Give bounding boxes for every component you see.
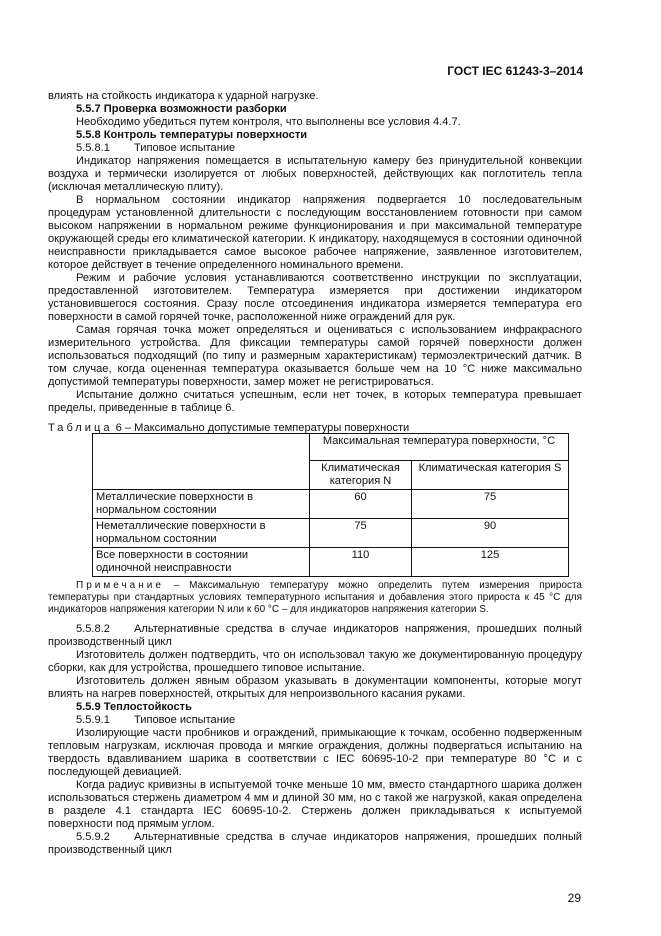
- value-n: 60: [310, 490, 412, 519]
- subsection-title: Альтернативные средства в случае индикаторов напряжения, прошедших полный производственный цикл: [48, 831, 582, 856]
- table-row: [93, 519, 569, 548]
- subsection-number: 5.5.9.2: [76, 831, 110, 843]
- table-header-s: Климатическая категория S: [412, 461, 569, 490]
- paragraph: Испытание должно считаться успешным, если нет точек, в которых температура превышает пределы, приведенные в таблице 6.: [48, 389, 582, 414]
- value-s: 125: [412, 548, 569, 577]
- table-caption-text: 6 – Максимально допустимые температуры поверхности: [115, 422, 410, 434]
- subsection-title: Типовое испытание: [134, 142, 236, 154]
- paragraph: Самая горячая точка может определяться и оцениваться с использованием инфракрасного измерительного устройства. Для фиксации температуры самой горячей поверхности должен использоваться подходящий (по типу и размерным характеристикам) термоэлектрический датчик. В том случае, когда оцененная температура оказывается больше чем на 10 °С ниже максимально допустимой температуры поверхности, замер может не регистрироваться.: [48, 324, 582, 388]
- table-header-n: Климатическая категория N: [310, 461, 412, 490]
- value-s: 75: [412, 490, 569, 519]
- value-n: 110: [310, 548, 412, 577]
- table-note: [48, 580, 582, 616]
- paragraph: Изолирующие части пробников и ограждений, примыкающие к точкам, особенно подверженным тепловым нагрузкам, исключая провода и мягкие ограждения, должны подвергаться испытанию на твердость вдавливанием шарика в соответствии с IEC 60695-10-2 при температуре 80 °С и с последующей девиацией.: [48, 727, 582, 778]
- row-label: Неметаллические поверхности в нормальном состоянии: [93, 519, 310, 548]
- subsection-title: Типовое испытание: [134, 714, 236, 726]
- table-row: [93, 490, 569, 519]
- subsection-heading-5582: [48, 623, 582, 649]
- section-heading-558: 5.5.8 Контроль температуры поверхности: [76, 129, 308, 141]
- paragraph: влиять на стойкость индикатора к ударной нагрузке.: [48, 90, 319, 102]
- value-n: 75: [310, 519, 412, 548]
- subsection-number: 5.5.9.1: [76, 714, 110, 726]
- table-caption-label: Таблица: [48, 422, 113, 434]
- paragraph: Изготовитель должен подтвердить, что он использовал такую же документированную процедуру сборки, как для устройства, прошедшего типовое испытание.: [48, 649, 582, 674]
- subsection-number: 5.5.8.2: [76, 623, 110, 635]
- subsection-title: Альтернативные средства в случае индикаторов напряжения, прошедших полный производственный цикл: [48, 623, 582, 648]
- paragraph: Необходимо убедиться путем контроля, что выполнены все условия 4.4.7.: [76, 116, 461, 128]
- row-label: Все поверхности в состоянии одиночной неисправности: [93, 548, 310, 577]
- text-section-top: [48, 90, 582, 415]
- paragraph: Индикатор напряжения помещается в испытательную камеру без принудительной конвекции воздуха и термически изолируется от любых поверхностей, действующих как поглотитель тепла (исключая металлическую плиту).: [48, 155, 582, 193]
- paragraph: В нормальном состоянии индикатор напряжения подвергается 10 последовательным процедурам установленной длительности с последующим восстановлением готовности при самом высоком напряжении в нормальном режиме функционирования и при максимальной температуре окружающей среды его климатической категории. К индикатору, находящемуся в состоянии одиночной неисправности прикладывается самое высокое рабочее напряжение, заявленное изготовителем, которое действует в течение определенного номинального времени.: [48, 194, 582, 271]
- section-heading-557: 5.5.7 Проверка возможности разборки: [76, 103, 287, 115]
- page-number: 29: [567, 891, 581, 905]
- table-row: [93, 548, 569, 577]
- note-text: – Максимальную температуру можно определить путем измерения прироста температуры при стандартных условиях температурного испытания и добавления этого прироста к 45 °С для индикаторов напряжения категории N или к 60 °С – для индикаторов напряжения категории S.: [48, 580, 582, 615]
- section-heading-559: 5.5.9 Теплостойкость: [76, 701, 192, 713]
- row-label: Металлические поверхности в нормальном состоянии: [93, 490, 310, 519]
- paragraph: Режим и рабочие условия устанавливаются соответственно инструкции по эксплуатации, предоставленной изготовителем. Температура измеряется при достижении индикатором установившегося состояния. Сразу после отсоединения индикатора измеряется температура его поверхности в самой горячей точке, расположенной ниже ограждений для рук.: [48, 272, 582, 323]
- paragraph: Когда радиус кривизны в испытуемой точке меньше 10 мм, вместо стандартного шарика должен использоваться стержень диаметром 4 мм и длиной 30 мм, но с такой же нагрузкой, какая определена в разделе 4.1 стандарта IEC 60695-10-2. Стержень должен прикладываться к испытуемой поверхности под прямым углом.: [48, 779, 582, 830]
- subsection-number: 5.5.8.1: [76, 142, 110, 154]
- subsection-heading-5581: [48, 142, 582, 155]
- table-corner-cell: [93, 434, 310, 490]
- document-id: ГОСТ IEC 61243-3–2014: [447, 64, 583, 78]
- subsection-heading-5592: [48, 831, 582, 857]
- paragraph: Изготовитель должен явным образом указывать в документации компоненты, которые могут влиять на нагрев поверхностей, открытых для непроизвольного касания руками.: [48, 675, 582, 700]
- subsection-heading-5591: [48, 714, 582, 727]
- value-s: 90: [412, 519, 569, 548]
- table-header-main: Максимальная температура поверхности, °С: [310, 434, 569, 461]
- text-section-bottom: [48, 623, 582, 857]
- note-label: Примечание: [76, 580, 164, 591]
- temperature-table: [92, 433, 569, 577]
